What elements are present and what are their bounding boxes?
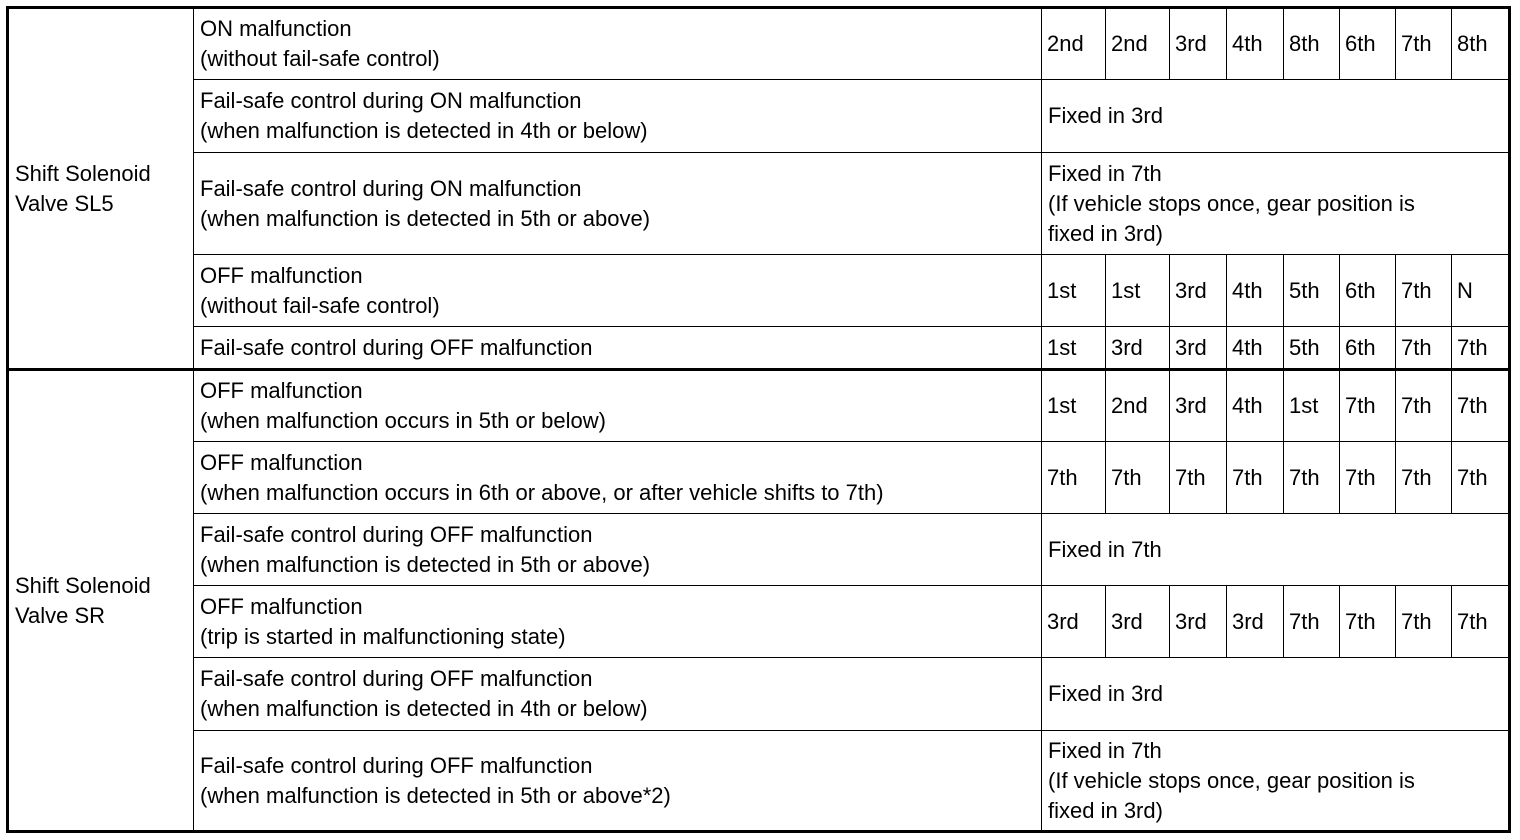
gear-position-cell: 7th bbox=[1452, 586, 1510, 658]
table-row bbox=[8, 8, 1510, 80]
gear-position-cell: 8th bbox=[1284, 8, 1340, 80]
condition-line: OFF malfunction bbox=[200, 449, 363, 475]
gear-position-cell: 7th bbox=[1396, 255, 1452, 327]
gear-position-cell: 3rd bbox=[1227, 586, 1284, 658]
note-line: (If vehicle stops once, gear position is bbox=[1048, 190, 1415, 216]
gear-position-cell: 7th bbox=[1396, 442, 1452, 514]
condition-line: (without fail-safe control) bbox=[200, 46, 440, 71]
gear-position-cell: 6th bbox=[1340, 327, 1396, 370]
gear-position-cell: 7th bbox=[1396, 8, 1452, 80]
gear-position-cell: 2nd bbox=[1106, 8, 1170, 80]
valve-name-line: Valve SL5 bbox=[15, 190, 114, 216]
gear-position-cell: 5th bbox=[1284, 327, 1340, 370]
note-line: fixed in 3rd) bbox=[1048, 797, 1163, 823]
condition-line: (when malfunction occurs in 5th or below) bbox=[200, 408, 606, 433]
gear-position-cell: 3rd bbox=[1106, 586, 1170, 658]
gear-position-cell: 6th bbox=[1340, 255, 1396, 327]
failsafe-table bbox=[6, 6, 1511, 833]
solenoid-valve-name bbox=[8, 370, 194, 832]
malfunction-condition bbox=[194, 255, 1042, 327]
table-row bbox=[8, 370, 1510, 442]
gear-position-cell: 7th bbox=[1340, 586, 1396, 658]
condition-line: (when malfunction occurs in 6th or above, or after vehicle shifts to 7th) bbox=[200, 479, 884, 505]
malfunction-condition bbox=[194, 8, 1042, 80]
table-row bbox=[8, 255, 1510, 327]
condition-line: OFF malfunction bbox=[200, 593, 363, 619]
condition-line: OFF malfunction bbox=[200, 262, 363, 288]
table-row bbox=[8, 514, 1510, 586]
note-line: Fixed in 7th bbox=[1048, 160, 1162, 186]
gear-position-cell: 5th bbox=[1284, 255, 1340, 327]
condition-line: (when malfunction is detected in 5th or above*2) bbox=[200, 782, 671, 808]
gear-position-cell: 1st bbox=[1042, 255, 1106, 327]
malfunction-condition bbox=[194, 442, 1042, 514]
note-line: Fixed in 3rd bbox=[1048, 681, 1163, 706]
condition-line: Fail-safe control during OFF malfunction bbox=[200, 752, 593, 778]
fixed-gear-note bbox=[1042, 731, 1510, 832]
note-line: fixed in 3rd) bbox=[1048, 220, 1163, 246]
note-line: Fixed in 7th bbox=[1048, 536, 1162, 562]
condition-line: Fail-safe control during OFF malfunction bbox=[200, 521, 593, 547]
table-row bbox=[8, 658, 1510, 731]
gear-position-cell: 7th bbox=[1106, 442, 1170, 514]
table-row bbox=[8, 442, 1510, 514]
condition-line: (when malfunction is detected in 4th or below) bbox=[200, 696, 648, 721]
table-row bbox=[8, 731, 1510, 832]
valve-name-line: Valve SR bbox=[15, 602, 106, 628]
gear-position-cell: 4th bbox=[1227, 255, 1284, 327]
condition-line: (when malfunction is detected in 5th or above) bbox=[200, 551, 651, 577]
gear-position-cell: 3rd bbox=[1042, 586, 1106, 658]
malfunction-condition bbox=[194, 658, 1042, 731]
gear-position-cell: 3rd bbox=[1170, 8, 1227, 80]
condition-line: (when malfunction is detected in 5th or above) bbox=[200, 205, 651, 231]
gear-position-cell: 7th bbox=[1396, 370, 1452, 442]
gear-position-cell: 4th bbox=[1227, 8, 1284, 80]
fixed-gear-note bbox=[1042, 80, 1510, 153]
gear-position-cell: 3rd bbox=[1170, 370, 1227, 442]
malfunction-condition bbox=[194, 327, 1042, 370]
gear-position-cell: 2nd bbox=[1042, 8, 1106, 80]
gear-position-cell: 6th bbox=[1340, 8, 1396, 80]
gear-position-cell: 7th bbox=[1452, 442, 1510, 514]
gear-position-cell: 7th bbox=[1227, 442, 1284, 514]
fixed-gear-note bbox=[1042, 153, 1510, 255]
table-row bbox=[8, 327, 1510, 370]
gear-position-cell: 3rd bbox=[1170, 255, 1227, 327]
gear-position-cell: 7th bbox=[1396, 586, 1452, 658]
gear-position-cell: 4th bbox=[1227, 370, 1284, 442]
valve-name-line: Shift Solenoid bbox=[15, 160, 151, 186]
gear-position-cell: 1st bbox=[1284, 370, 1340, 442]
malfunction-condition bbox=[194, 514, 1042, 586]
gear-position-cell: 3rd bbox=[1106, 327, 1170, 370]
malfunction-condition bbox=[194, 370, 1042, 442]
condition-line: Fail-safe control during OFF malfunction bbox=[200, 334, 593, 360]
gear-position-cell: 7th bbox=[1340, 442, 1396, 514]
gear-position-cell: 1st bbox=[1106, 255, 1170, 327]
gear-position-cell: 7th bbox=[1170, 442, 1227, 514]
gear-position-cell: 7th bbox=[1284, 442, 1340, 514]
condition-line: ON malfunction bbox=[200, 16, 352, 41]
note-line: Fixed in 7th bbox=[1048, 737, 1162, 763]
gear-position-cell: 1st bbox=[1042, 370, 1106, 442]
condition-line: (when malfunction is detected in 4th or below) bbox=[200, 118, 648, 143]
gear-position-cell: 7th bbox=[1452, 370, 1510, 442]
fixed-gear-note bbox=[1042, 658, 1510, 731]
gear-position-cell: 7th bbox=[1396, 327, 1452, 370]
gear-position-cell: N bbox=[1452, 255, 1510, 327]
gear-position-cell: 3rd bbox=[1170, 327, 1227, 370]
gear-position-cell: 1st bbox=[1042, 327, 1106, 370]
table-row bbox=[8, 80, 1510, 153]
gear-position-cell: 3rd bbox=[1170, 586, 1227, 658]
malfunction-condition bbox=[194, 153, 1042, 255]
condition-line: Fail-safe control during OFF malfunction bbox=[200, 666, 593, 691]
condition-line: Fail-safe control during ON malfunction bbox=[200, 88, 582, 113]
malfunction-condition bbox=[194, 80, 1042, 153]
gear-position-cell: 8th bbox=[1452, 8, 1510, 80]
gear-position-cell: 2nd bbox=[1106, 370, 1170, 442]
gear-position-cell: 7th bbox=[1340, 370, 1396, 442]
malfunction-condition bbox=[194, 586, 1042, 658]
condition-line: (without fail-safe control) bbox=[200, 292, 440, 318]
table-row bbox=[8, 153, 1510, 255]
gear-position-cell: 7th bbox=[1452, 327, 1510, 370]
gear-position-cell: 4th bbox=[1227, 327, 1284, 370]
condition-line: (trip is started in malfunctioning state) bbox=[200, 623, 566, 649]
malfunction-condition bbox=[194, 731, 1042, 832]
valve-name-line: Shift Solenoid bbox=[15, 572, 151, 598]
condition-line: Fail-safe control during ON malfunction bbox=[200, 175, 582, 201]
fixed-gear-note bbox=[1042, 514, 1510, 586]
condition-line: OFF malfunction bbox=[200, 378, 363, 403]
note-line: (If vehicle stops once, gear position is bbox=[1048, 767, 1415, 793]
gear-position-cell: 7th bbox=[1042, 442, 1106, 514]
gear-position-cell: 7th bbox=[1284, 586, 1340, 658]
note-line: Fixed in 3rd bbox=[1048, 103, 1163, 128]
solenoid-valve-name bbox=[8, 8, 194, 370]
table-row bbox=[8, 586, 1510, 658]
